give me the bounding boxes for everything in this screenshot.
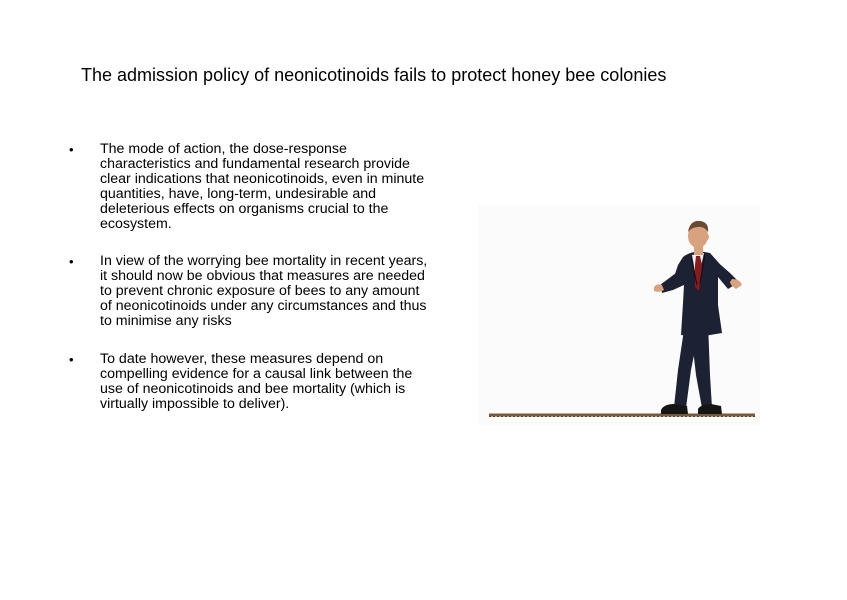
bullet-marker-icon: • <box>69 254 74 269</box>
bullet-text: To date however, these measures depend on compelling evidence for a causal link between the use of neonicotinoids and bee mortality (which is virtually impossible to deliver). <box>100 351 413 412</box>
bullet-item <box>68 142 428 232</box>
businessman-tightrope-icon <box>478 205 760 425</box>
bullet-text: The mode of action, the dose-response characteristics and fundamental research provide clear indications that neonicotinoids, even in minute quantities, have, long-term, undesirable and deleterious effects on organisms crucial to the ecosystem. <box>100 141 425 232</box>
slide-title: The admission policy of neonicotinoids fails to protect honey bee colonies <box>81 65 667 85</box>
bullet-text: In view of the worrying bee mortality in recent years, it should now be obvious that measures are needed to prevent chronic exposure of bees to any amount of neonicotinoids under any circumstances and thus to minimise any risks <box>100 253 428 329</box>
bullet-item <box>68 254 428 329</box>
bullet-marker-icon: • <box>69 142 74 157</box>
bullet-list <box>68 142 428 434</box>
bullet-marker-icon: • <box>69 352 74 367</box>
bullet-item <box>68 352 428 412</box>
tightrope-walker-illustration <box>478 205 760 425</box>
